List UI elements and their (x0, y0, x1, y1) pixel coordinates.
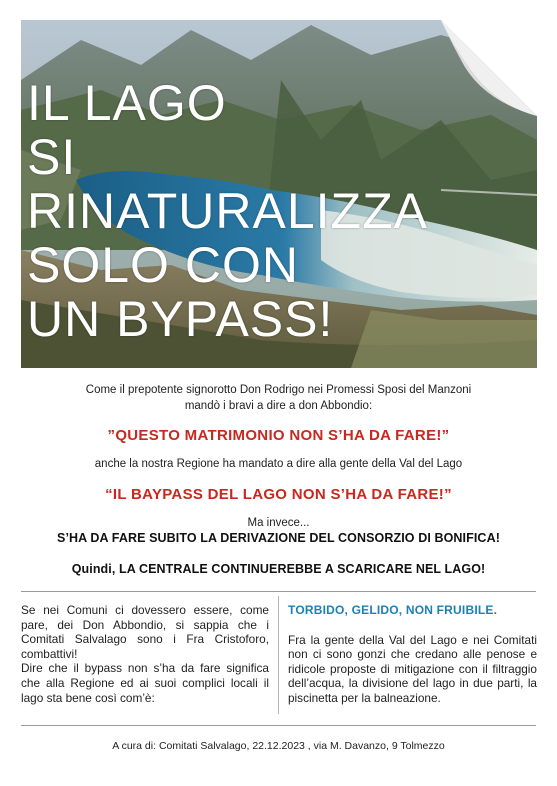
right-paragraph: Fra la gente della Val del Lago e nei Comitati non ci sono gonzi che credano alle penose e ridicole proposte di mitigazione con il filtraggio dell’acqua, la divisione del lago in due parti, la piscinetta per la balneazione. (288, 632, 537, 705)
intro-line: Come il prepotente signorotto Don Rodrigo nei Promessi Sposi del Manzoni (85, 384, 472, 396)
divider-top (21, 591, 536, 592)
column-divider (278, 596, 279, 714)
left-column (21, 603, 269, 705)
headline-line: RINATURALIZZA (27, 183, 428, 239)
intro-text (0, 382, 557, 414)
headline-line: SOLO CON (27, 237, 299, 293)
left-paragraph: Se nei Comuni ci dovessero essere, come pare, dei Don Abbondio, si sappia che i Comitati Salvalago sono i Fra Cristoforo, combattivi! (21, 603, 269, 661)
statement-centrale: Quindi, LA CENTRALE CONTINUEREBBE A SCARICARE NEL LAGO! (71, 562, 486, 576)
right-subheading: TORBIDO, GELIDO, NON FRUIBILE. (288, 603, 498, 617)
footer-credit: A cura di: Comitati Salvalago, 22.12.2023 , via M. Davanzo, 9 Tolmezzo (112, 740, 445, 752)
divider-bottom (21, 725, 536, 726)
headline-line: IL LAGO (27, 75, 227, 131)
headline-line: UN BYPASS! (27, 291, 334, 347)
intro-line: mandò i bravi a dire a don Abbondio: (184, 400, 373, 412)
statement-derivazione: S’HA DA FARE SUBITO LA DERIVAZIONE DEL CONSORZIO DI BONIFICA! (57, 531, 500, 545)
quote-marriage: ”QUESTO MATRIMONIO NON S’HA DA FARE!” (107, 427, 450, 444)
right-column (288, 603, 537, 706)
middle-text: anche la nostra Regione ha mandato a dire alla gente della Val del Lago (94, 458, 463, 470)
ma-invece-text: Ma invece... (247, 517, 310, 529)
quote-bypass: “IL BAYPASS DEL LAGO NON S’HA DA FARE!” (105, 486, 452, 503)
headline (27, 76, 428, 346)
left-paragraph: Dire che il bypass non s’ha da fare significa che alla Regione ed ai suoi complici locali il lago sta bene così com’è: (21, 661, 269, 705)
headline-line: SI (27, 129, 77, 185)
page-curl-corner (441, 20, 537, 116)
